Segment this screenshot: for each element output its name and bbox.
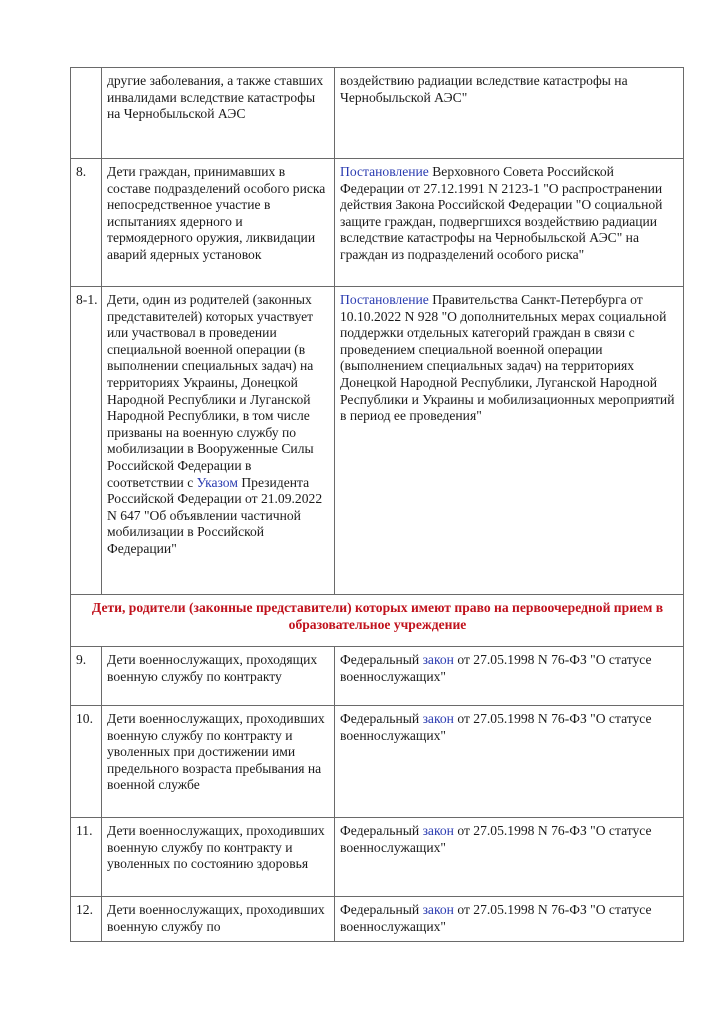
resolution-link[interactable]: Постановление bbox=[340, 164, 429, 179]
category-text: Дети военнослужащих, проходящих военную службу по контракту bbox=[107, 652, 318, 684]
table-row bbox=[71, 706, 684, 818]
category-text: Дети, один из родителей (законных представителей) которых участвует или участвовал в проведении специальной военной операции (в выполнении специальных задач) на территориях Украины, Донецкой Народной Республики и Луганской Народной Республики, в том числе призваны на военную службу по мобилизации в Вооруженные Силы Российской Федерации в соответствии с bbox=[107, 292, 314, 490]
category-cell bbox=[102, 287, 335, 595]
category-text: Дети граждан, принимавших в составе подразделений особого риска непосредственное участие в испытаниях ядерного и термоядерного оружия, ликвидации аварий ядерных установок bbox=[107, 164, 326, 262]
table-row bbox=[71, 818, 684, 897]
row-number: 8. bbox=[71, 159, 102, 287]
category-cell bbox=[102, 159, 335, 287]
legal-basis-text: Правительства Санкт-Петербурга от 10.10.2022 N 928 "О дополнительных мерах социальной поддержки отдельных категорий граждан в связи с проведением специальной военной операции (выполнением специальных задач) на территориях Донецкой Народной Республики, Луганской Народной Республики и Украины и мобилизационных мероприятий в период ее проведения" bbox=[340, 292, 675, 424]
row-number: 11. bbox=[71, 818, 102, 897]
legal-basis-cell bbox=[335, 706, 684, 818]
legal-basis-cell bbox=[335, 818, 684, 897]
row-number: 9. bbox=[71, 647, 102, 706]
law-link[interactable]: закон bbox=[422, 823, 454, 838]
law-link[interactable]: закон bbox=[422, 711, 454, 726]
legal-basis-cell bbox=[335, 68, 684, 159]
legal-basis-text: от 27.05.1998 N 76-ФЗ "О статусе военнослужащих" bbox=[340, 652, 652, 684]
law-link[interactable]: закон bbox=[422, 652, 454, 667]
category-text: Дети военнослужащих, проходивших военную службу по контракту и уволенных по состоянию здоровья bbox=[107, 823, 325, 872]
legal-basis-cell bbox=[335, 897, 684, 942]
legal-basis-text: от 27.05.1998 N 76-ФЗ "О статусе военнослужащих" bbox=[340, 711, 652, 743]
legal-basis-text: Верховного Совета Российской Федерации от 27.12.1991 N 2123-1 "О распространении действия Закона Российской Федерации "О социальной защите граждан, подвергшихся воздействию радиации вследствие катастрофы на Чернобыльской АЭС" на граждан из подразделений особого риска" bbox=[340, 164, 663, 262]
legal-basis-prefix: Федеральный bbox=[340, 652, 423, 667]
category-cell bbox=[102, 647, 335, 706]
benefits-table bbox=[70, 67, 684, 942]
category-cell bbox=[102, 897, 335, 942]
row-number: 12. bbox=[71, 897, 102, 942]
section-heading-row bbox=[71, 595, 684, 647]
legal-basis-cell bbox=[335, 159, 684, 287]
resolution-link[interactable]: Постановление bbox=[340, 292, 429, 307]
legal-basis-prefix: Федеральный bbox=[340, 711, 423, 726]
row-number: 10. bbox=[71, 706, 102, 818]
legal-basis-prefix: Федеральный bbox=[340, 823, 423, 838]
table-row bbox=[71, 647, 684, 706]
law-link[interactable]: закон bbox=[422, 902, 454, 917]
category-text: другие заболевания, а также ставших инвалидами вследствие катастрофы на Чернобыльской АЭС bbox=[107, 73, 324, 122]
row-number: 8-1. bbox=[71, 287, 102, 595]
table-row bbox=[71, 897, 684, 942]
legal-basis-text: от 27.05.1998 N 76-ФЗ "О статусе военнослужащих" bbox=[340, 902, 652, 934]
legal-basis-cell bbox=[335, 287, 684, 595]
category-cell bbox=[102, 706, 335, 818]
table-row bbox=[71, 287, 684, 595]
legal-basis-prefix: Федеральный bbox=[340, 902, 423, 917]
category-text: Дети военнослужащих, проходивших военную службу по контракту и уволенных при достижении ими предельного возраста пребывания на военной службе bbox=[107, 711, 325, 793]
legal-basis-text: воздействию радиации вследствие катастрофы на Чернобыльской АЭС" bbox=[340, 73, 628, 105]
table-row bbox=[71, 68, 684, 159]
decree-link[interactable]: Указом bbox=[196, 474, 238, 490]
section-heading: Дети, родители (законные представители) которых имеют право на первоочередной прием в образовательное учреждение bbox=[71, 595, 684, 647]
legal-basis-cell bbox=[335, 647, 684, 706]
table-row bbox=[71, 159, 684, 287]
legal-basis-text: от 27.05.1998 N 76-ФЗ "О статусе военнослужащих" bbox=[340, 823, 652, 855]
category-text-continued: Президента Российской Федерации от 21.09.2022 N 647 "Об объявлении частичной мобилизации в Российской Федерации" bbox=[107, 474, 323, 556]
category-text: Дети военнослужащих, проходивших военную службу по bbox=[107, 902, 325, 934]
category-cell bbox=[102, 68, 335, 159]
category-cell bbox=[102, 818, 335, 897]
row-number bbox=[71, 68, 102, 159]
